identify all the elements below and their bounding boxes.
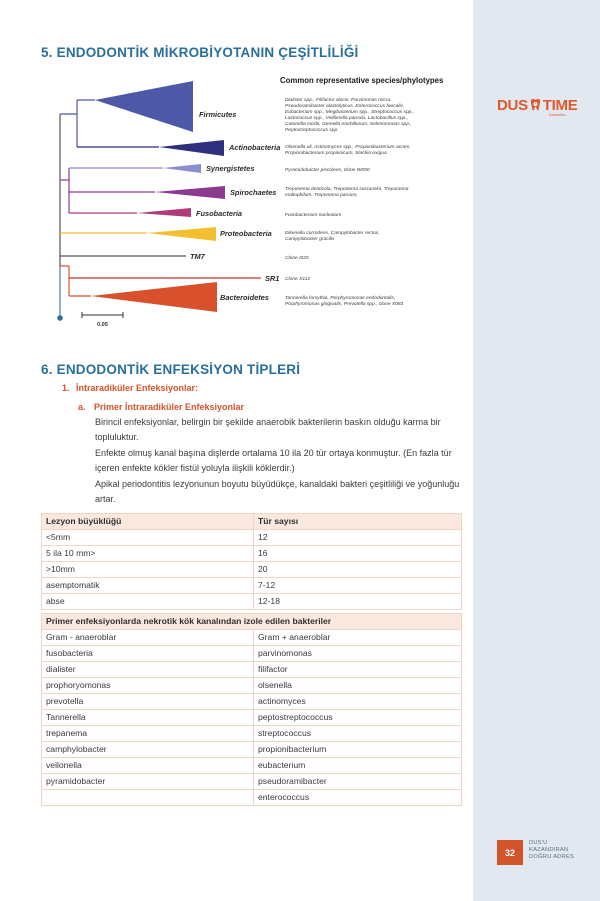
table-cell: 7-12	[254, 578, 462, 594]
species-spirochaetes-line: maltophilum, Treponema parvum,	[285, 193, 358, 198]
species-actinobacteria-line: Propionibacterium propionicum, Slackia exigua	[285, 151, 387, 156]
species-spirochaetes-line: Treponema denticola, Treponema socranskii, Treponema	[285, 187, 409, 192]
clade-label-proteobacteria: Proteobacteria	[220, 229, 272, 238]
table-cell: Tannerella	[42, 710, 254, 726]
table-cell: propionibacterium	[254, 742, 462, 758]
table-cell: Gram - anaeroblar	[42, 630, 254, 646]
slogan-line: KAZANDIRAN	[529, 847, 569, 853]
scale-bar-label: 0.05	[97, 322, 108, 328]
subheading-letter: a.	[78, 402, 86, 412]
table-row	[42, 758, 462, 774]
table-cell: enterococcus	[254, 790, 462, 806]
bacteria-table	[41, 613, 462, 806]
species-actinobacteria-line: Olsenella uli, Actinomyces spp., Propionibacterium acnes,	[285, 145, 411, 150]
clade-label-firmicutes: Firmicutes	[199, 110, 237, 119]
table-cell: asemptomatik	[42, 578, 254, 594]
species-tm7-line: Clone I025	[285, 256, 309, 261]
table-cell: eubacterium	[254, 758, 462, 774]
subheading-intraradicular	[62, 383, 198, 393]
table-cell: olsenella	[254, 678, 462, 694]
logo-tagline: Kazandırır...	[549, 113, 568, 117]
table-cell: <5mm	[42, 530, 254, 546]
phylogenetic-tree-figure	[41, 70, 461, 345]
table-cell: peptostreptococcus	[254, 710, 462, 726]
tree-root-node	[57, 315, 63, 321]
paragraph: Enfekte olmuş kanal başına dişlerde ortalama 10 ila 20 tür ortaya konmuştur. (En fazla tür içeren enfekte kökler fistül yoluyla ilişkili köklerdir.)	[95, 448, 452, 473]
table-row	[42, 562, 462, 578]
table-cell: 5 ila 10 mm>	[42, 546, 254, 562]
scale-bar	[82, 312, 123, 318]
table-row	[42, 546, 462, 562]
dustime-logo	[497, 96, 587, 124]
section-6-title: 6. ENDODONTİK ENFEKSİYON TİPLERİ	[41, 362, 301, 377]
table-cell: prophoryomonas	[42, 678, 254, 694]
table-cell: actinomyces	[254, 694, 462, 710]
table-row	[42, 790, 462, 806]
table-cell: 12	[254, 530, 462, 546]
logo-text-time: TIME	[542, 97, 578, 114]
table-header-cell: Primer enfeksiyonlarda nekrotik kök kanalından izole edilen bakteriler	[42, 614, 462, 630]
table-row	[42, 726, 462, 742]
table-cell: 16	[254, 546, 462, 562]
table-cell: abse	[42, 594, 254, 610]
table-cell: pyramidobacter	[42, 774, 254, 790]
species-sr1-line: Clone X112	[285, 277, 311, 282]
paragraph: Birincil enfeksiyonlar, belirgin bir şekilde anaerobik bakterilerin baskın olduğu karma bir topluluktur.	[95, 417, 441, 442]
species-firmicutes-line: Eubacterium spp., Megibacterium spp., Streptococcus spp.,	[285, 110, 415, 115]
table-header-row	[42, 614, 462, 630]
table-cell: >10mm	[42, 562, 254, 578]
species-fusobacteria-line: Fusobacterium nucleatum	[285, 213, 342, 218]
species-firmicutes-line: Lactococcus spp., Veillonella parvula, Lactobacillus spp.,	[285, 116, 408, 121]
species-bacteroidetes-line: Porphyromonas gingivalis, Prevotella spp., clone X083	[285, 302, 404, 307]
clade-fusobacteria-triangle	[137, 208, 191, 217]
right-sidebar	[473, 0, 600, 901]
section-5-title: 5. ENDODONTİK MİKROBİYOTANIN ÇEŞİTLİLİĞİ	[41, 45, 359, 60]
table-row	[42, 662, 462, 678]
lesion-size-table	[41, 513, 462, 610]
table-cell: prevotella	[42, 694, 254, 710]
clade-label-actinobacteria: Actinobacteria	[229, 143, 281, 152]
table-row	[42, 678, 462, 694]
footer-slogan	[529, 840, 574, 861]
subheading-primary-intraradicular	[78, 402, 244, 412]
table-row	[42, 646, 462, 662]
clade-actinobacteria-triangle	[159, 140, 224, 156]
table-row	[42, 530, 462, 546]
paragraph: Apikal periodontitis lezyonunun boyutu büyüdükçe, kanaldaki bakteri çeşitliliği ve yoğunluğu artar.	[95, 479, 460, 504]
clade-firmicutes-triangle	[95, 81, 193, 132]
clade-label-fusobacteria: Fusobacteria	[196, 209, 243, 218]
clade-label-synergistetes: Synergistetes	[206, 164, 255, 173]
clade-label-tm7: TM7	[190, 252, 205, 261]
clade-label-bacteroidetes: Bacteroidetes	[220, 293, 269, 302]
figure-header: Common representative species/phylotypes	[280, 76, 444, 85]
table-row	[42, 710, 462, 726]
subheading-label: Primer İntraradiküler Enfeksiyonlar	[94, 402, 245, 412]
table-row	[42, 774, 462, 790]
species-firmicutes-line: Pseudoramibacter alactolyticus, Enterococcus faecalis,	[285, 104, 405, 109]
table-cell: 12-18	[254, 594, 462, 610]
species-firmicutes-line: Dialister spp., Filifactor alocis, Parvimonas micra,	[285, 98, 392, 103]
table-cell: 20	[254, 562, 462, 578]
species-bacteroidetes-line: Tannerella forsythia, Porphyromonas endodontalis,	[285, 296, 396, 301]
table-header-cell: Tür sayısı	[254, 514, 462, 530]
table-cell: camphylobacter	[42, 742, 254, 758]
table-cell: dialister	[42, 662, 254, 678]
table-row	[42, 694, 462, 710]
logo-text-dus: DUS	[497, 97, 528, 114]
species-firmicutes-line: Catonella morbi, Gemella morbillorum, Selenomonas spp.,	[285, 122, 412, 127]
clade-synergistetes-triangle	[163, 164, 201, 173]
slogan-line: DOĞRU ADRES	[529, 854, 575, 860]
table-row	[42, 594, 462, 610]
table-row	[42, 742, 462, 758]
clade-bacteroidetes-triangle	[91, 282, 217, 312]
tooth-icon	[529, 98, 542, 112]
clade-spirochaetes-triangle	[155, 186, 225, 199]
clade-proteobacteria-triangle	[147, 227, 216, 241]
species-proteobacteria-line: Eikenella corrodens, Campylobacter rectus,	[285, 231, 380, 236]
table-row	[42, 630, 462, 646]
table-cell	[42, 790, 254, 806]
table-cell: Gram + anaeroblar	[254, 630, 462, 646]
table-cell: filifactor	[254, 662, 462, 678]
clade-label-sr1: SR1	[265, 274, 280, 283]
table-cell: pseudoramibacter	[254, 774, 462, 790]
table-header-cell: Lezyon büyüklüğü	[42, 514, 254, 530]
subheading-label: İntraradiküler Enfeksiyonlar:	[76, 383, 199, 393]
table-cell: parvinomonas	[254, 646, 462, 662]
species-proteobacteria-line: Campylobacter gracilis	[285, 237, 335, 242]
table-row	[42, 578, 462, 594]
table-cell: fusobacteria	[42, 646, 254, 662]
table-cell: streptococcus	[254, 726, 462, 742]
slogan-line: DUS'U	[529, 840, 548, 846]
table-header-row	[42, 514, 462, 530]
species-firmicutes-line: Peptostreptococcus spp.	[285, 128, 339, 133]
page-number: 32	[497, 840, 523, 865]
table-cell: trepanema	[42, 726, 254, 742]
species-synergistetes-line: Pyramidobacter piscolens, clone W090	[285, 168, 370, 173]
clade-label-spirochaetes: Spirochaetes	[230, 188, 277, 197]
table-cell: veilonella	[42, 758, 254, 774]
subheading-number: 1.	[62, 383, 70, 393]
